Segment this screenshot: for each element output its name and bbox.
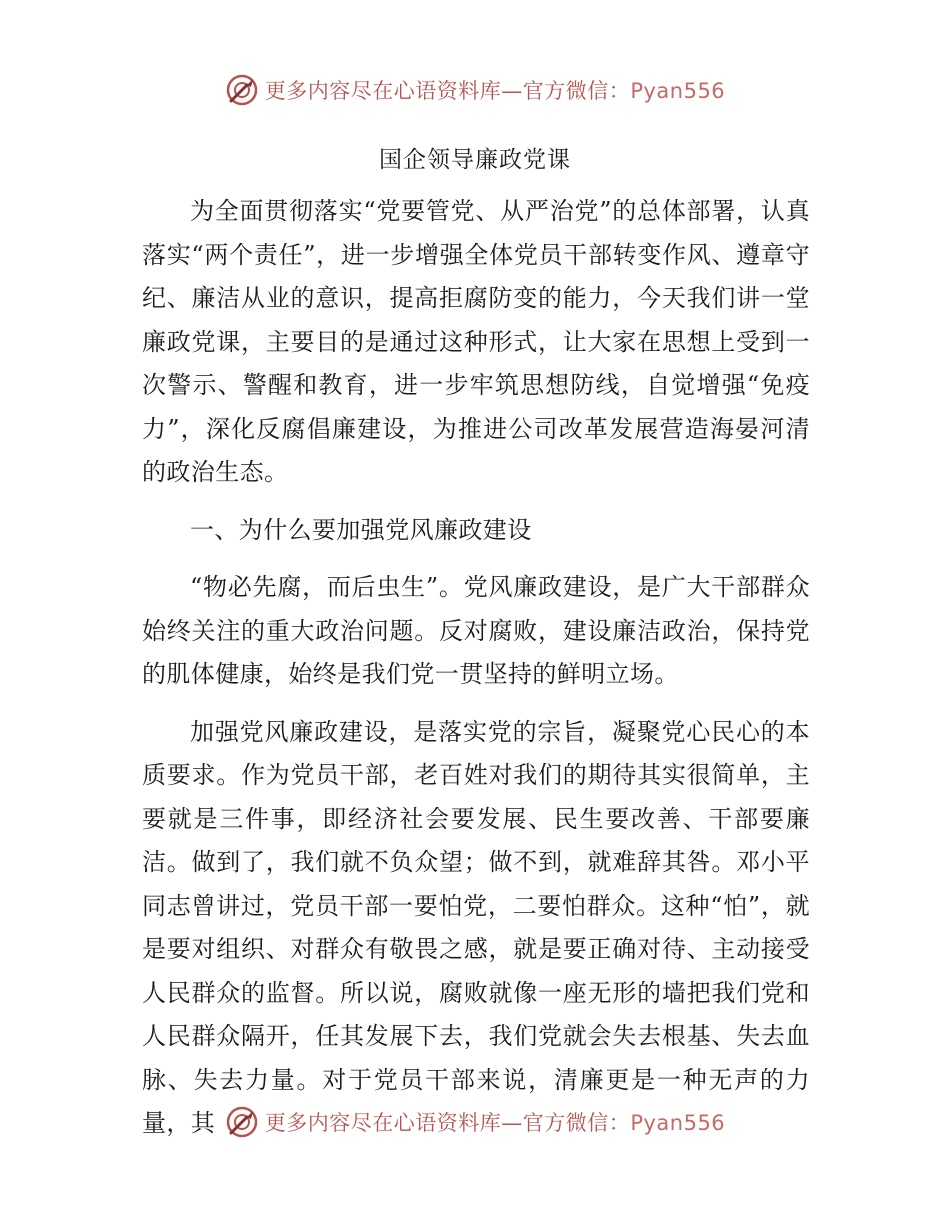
paragraph-main: 加强党风廉政建设，是落实党的宗旨，凝聚党心民心的本质要求。作为党员干部，老百姓对我们的期待其实很简单，主要就是三件事，即经济社会要发展、民生要改善、干部要廉洁。做到了，我们就不负众望；做不到，就难辞其咎。邓小平同志曾讲过，党员干部一要怕党，二要怕群众。这种“怕”，就是要对组织、对群众有敬畏之感，就是要正确对待、主动接受人民群众的监督。所以说，腐败就像一座无形的墙把我们党和人民群众隔开，任其发展下去，我们党就会失去根基、失去血脉、失去力量。对于党员干部来说，清廉更是一种无声的力量，其 xyxy=(142,717,810,1137)
document-title: 国企领导廉政党课 xyxy=(379,147,571,173)
brand-logo-icon xyxy=(225,73,259,107)
footer-watermark-banner xyxy=(0,1102,950,1142)
paragraph-proverb: “物必先腐，而后虫生”。党风廉政建设，是广大干部群众始终关注的重大政治问题。反对腐败，建设廉洁政治，保持党的肌体健康，始终是我们党一贯坚持的鲜明立场。 xyxy=(142,573,810,688)
header-watermark-banner xyxy=(0,70,950,110)
document-body xyxy=(142,190,810,1146)
paragraph-intro: 为全面贯彻落实“党要管党、从严治党”的总体部署，认真落实“两个责任”，进一步增强全体党员干部转变作风、遵章守纪、廉洁从业的意识，提高拒腐防变的能力，今天我们讲一堂廉政党课，主要目的是通过这种形式，让大家在思想上受到一次警示、警醒和教育，进一步牢筑思想防线，自觉增强“免疫力”，深化反腐倡廉建设，为推进公司改革发展营造海晏河清的政治生态。 xyxy=(142,197,810,486)
watermark-text: 更多内容尽在心语资料库—官方微信：Pyan556 xyxy=(264,79,726,103)
section-heading: 一、为什么要加强党风廉政建设 xyxy=(190,515,532,544)
brand-logo-icon xyxy=(225,1105,259,1139)
watermark-text: 更多内容尽在心语资料库—官方微信：Pyan556 xyxy=(264,1111,726,1135)
